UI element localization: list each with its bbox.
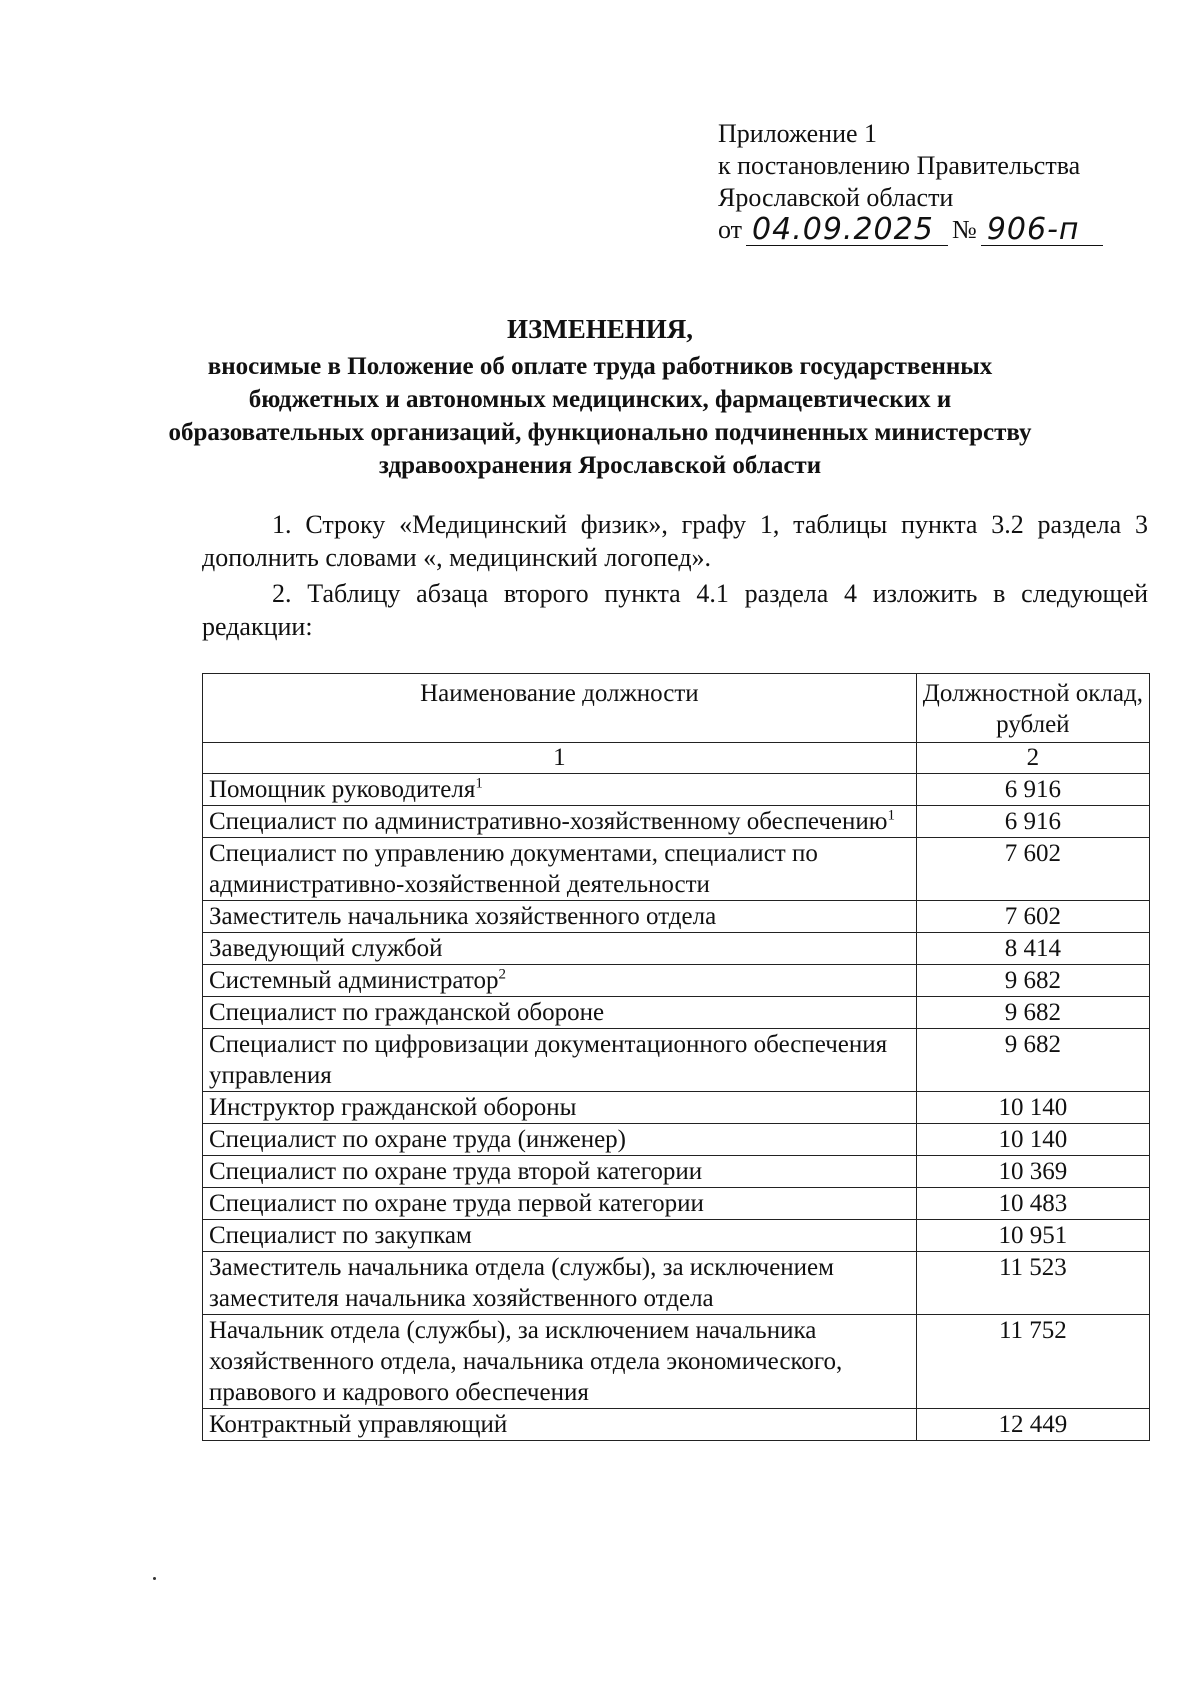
table-row [203,901,1150,933]
table-row [203,1156,1150,1188]
date-prefix: от [718,215,743,244]
salary-cell: 11 752 [916,1315,1149,1409]
header-salary: Должностной оклад, рублей [916,674,1149,743]
salary-cell: 12 449 [916,1409,1149,1441]
handwritten-number: 906-п [981,215,1103,246]
table-row [203,774,1150,806]
position-name-cell [203,965,917,997]
handwritten-date: 04.09.2025 [746,215,948,246]
table-row [203,1252,1150,1315]
table-row [203,933,1150,965]
table-row [203,1124,1150,1156]
table-row [203,806,1150,838]
position-name-cell [203,774,917,806]
position-name: Специалист по охране труда второй категории [209,1158,703,1185]
position-name: Специалист по охране труда первой категории [209,1190,704,1217]
position-name: Специалист по закупкам [209,1222,472,1249]
position-name: Специалист по гражданской обороне [209,999,605,1026]
salary-cell: 11 523 [916,1252,1149,1315]
position-name-cell [203,1315,917,1409]
position-name: Начальник отдела (службы), за исключением начальника хозяйственного отдела, начальника отдела экономического, правового и кадрового обеспечения [209,1317,843,1406]
position-name-cell [203,1156,917,1188]
position-name: Специалист по цифровизации документационного обеспечения управления [209,1031,888,1089]
position-name: Помощник руководителя [209,776,476,803]
position-name: Инструктор гражданской обороны [209,1094,577,1121]
position-name-cell [203,1092,917,1124]
position-name: Специалист по охране труда (инженер) [209,1126,626,1153]
annex-region: Ярославской области [718,183,954,212]
position-name-cell [203,901,917,933]
footnote-marker: 1 [887,807,895,824]
column-number-1: 1 [203,743,917,774]
position-name: Заведующий службой [209,935,443,962]
heading-title: ИЗМЕНЕНИЯ, [506,314,693,344]
salary-cell: 6 916 [916,806,1149,838]
document-heading [150,312,1050,482]
table-row [203,1220,1150,1252]
table-row [203,997,1150,1029]
position-name-cell [203,1124,917,1156]
salary-cell: 10 369 [916,1156,1149,1188]
position-name-cell [203,997,917,1029]
salary-cell: 7 602 [916,838,1149,901]
position-name-cell [203,1409,917,1441]
position-name: Системный администратор [209,967,499,994]
position-name: Специалист по управлению документами, специалист по административно-хозяйственной деятельности [209,840,818,898]
position-name: Заместитель начальника отдела (службы), за исключением заместителя начальника хозяйственного отдела [209,1254,834,1312]
table-row [203,1029,1150,1092]
header-position-name: Наименование должности [203,674,917,743]
position-name: Заместитель начальника хозяйственного отдела [209,903,717,930]
number-prefix: № [952,215,977,244]
salary-cell: 9 682 [916,1029,1149,1092]
position-name: Специалист по административно-хозяйственному обеспечению [209,808,888,835]
paragraph-2: 2. Таблицу абзаца второго пункта 4.1 раздела 4 изложить в следующей редакции: [202,579,1148,641]
table-row [203,1315,1150,1409]
annex-block [718,118,1158,246]
position-name-cell [203,1188,917,1220]
salary-cell: 10 140 [916,1124,1149,1156]
table-row [203,1409,1150,1441]
footnote-marker: 2 [498,966,506,983]
position-name-cell [203,806,917,838]
salary-cell: 7 602 [916,901,1149,933]
position-name-cell [203,933,917,965]
heading-subtitle: вносимые в Положение об оплате труда работников государственных бюджетных и автономных медицинских, фармацевтических и образовательных организаций, функционально подчиненных министерству здравоохранения Ярославской области [168,353,1032,479]
table-row [203,1188,1150,1220]
position-name: Контрактный управляющий [209,1411,508,1438]
position-name-cell [203,1252,917,1315]
footnote-marker: 1 [475,775,483,792]
salary-cell: 10 140 [916,1092,1149,1124]
annex-title: Приложение 1 [718,119,878,148]
salary-cell: 8 414 [916,933,1149,965]
table-row [203,965,1150,997]
annex-date-number-line [718,214,1158,246]
position-name-cell [203,838,917,901]
salary-cell: 9 682 [916,965,1149,997]
table-row [203,1092,1150,1124]
paragraph-1: 1. Строку «Медицинский физик», графу 1, таблицы пункта 3.2 раздела 3 дополнить словами «, медицинский логопед». [202,510,1148,572]
column-number-2: 2 [916,743,1149,774]
salary-cell: 6 916 [916,774,1149,806]
scan-dot [153,1577,156,1580]
salary-cell: 10 951 [916,1220,1149,1252]
salary-cell: 9 682 [916,997,1149,1029]
table-row [203,838,1150,901]
position-name-cell [203,1220,917,1252]
table-header-row [203,674,1150,743]
position-name-cell [203,1029,917,1092]
salary-cell: 10 483 [916,1188,1149,1220]
salary-table [202,673,1150,1441]
column-number-row [203,743,1150,774]
annex-resolution-ref: к постановлению Правительства [718,151,1081,180]
